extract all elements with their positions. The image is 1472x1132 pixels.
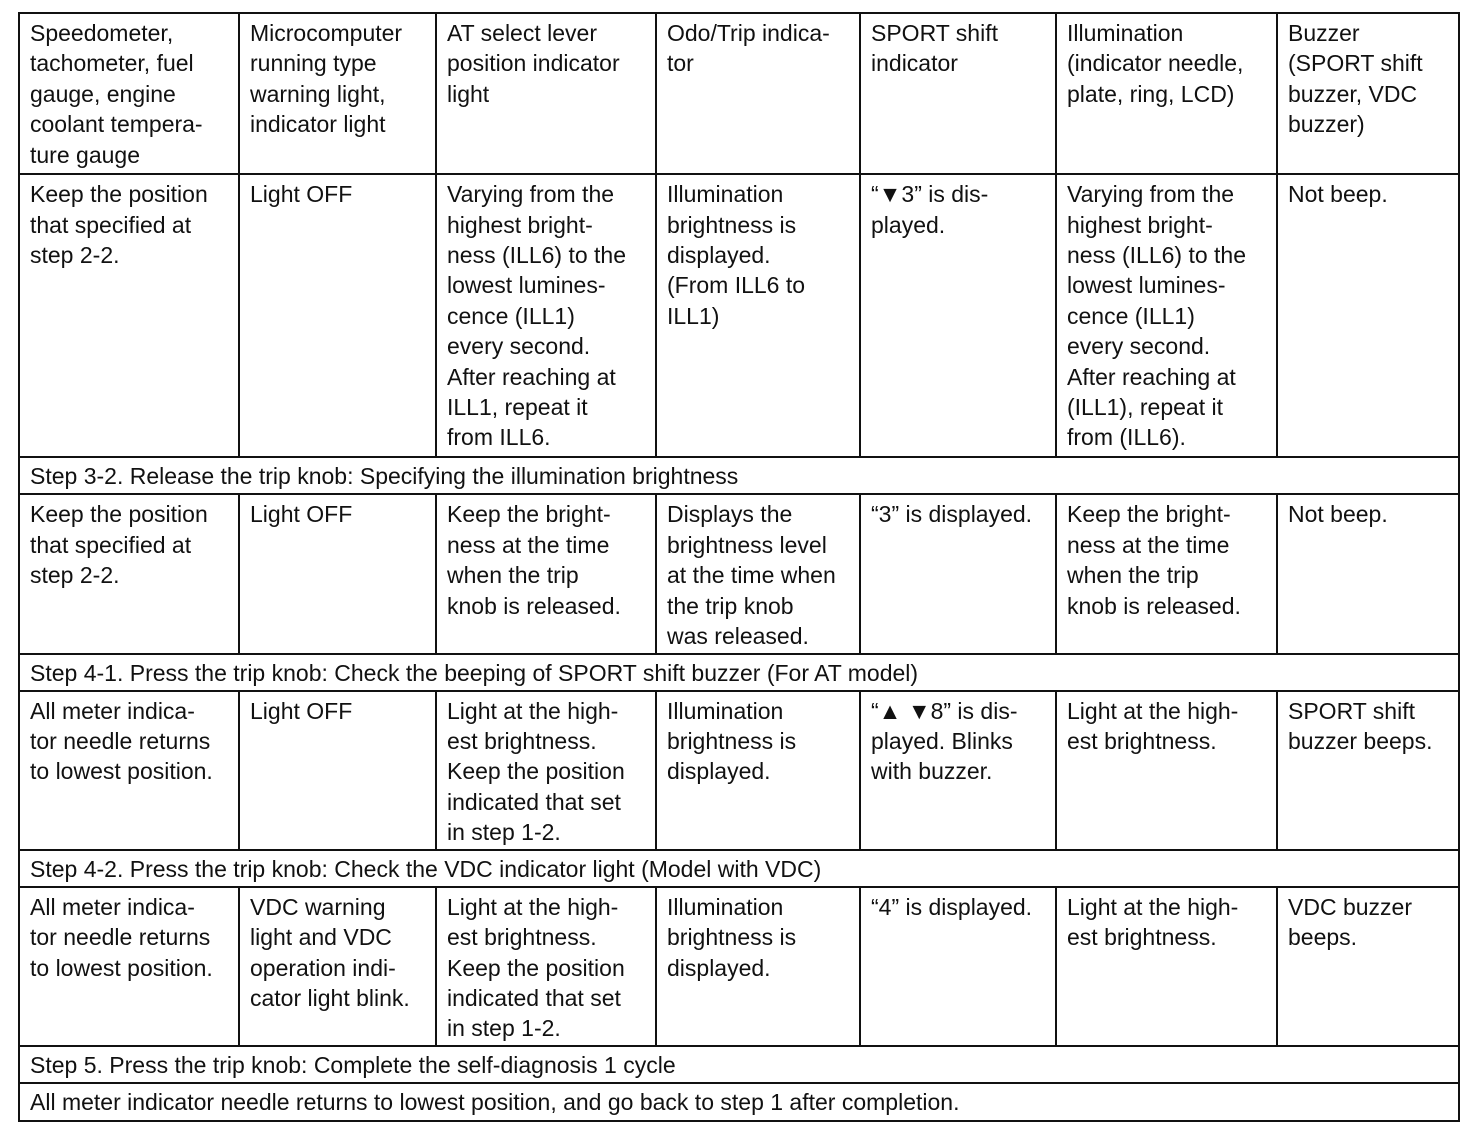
table-cell <box>1277 691 1459 850</box>
cell-text-line: knob is released. <box>1067 592 1241 619</box>
cell-text-line: (From ILL6 to <box>667 272 806 299</box>
cell-text-line: that specified at <box>30 531 192 558</box>
table-cell <box>1056 691 1277 850</box>
table-cell <box>19 691 239 850</box>
cell-text-line: from (ILL6). <box>1067 424 1186 451</box>
cell-text-line: played. Blinks <box>871 728 1013 754</box>
cell-text-line: coolant tempera- <box>30 111 203 138</box>
cell-text-line: highest bright- <box>447 211 593 238</box>
cell-text-line: VDC warning <box>250 893 386 920</box>
cell-text-line: After reaching at <box>1067 363 1236 390</box>
cell-text-line: every second. <box>447 333 591 360</box>
table-row <box>19 887 1459 1046</box>
cell-text-line: position indicator <box>447 50 620 77</box>
cell-text-line: Keep the bright- <box>1067 501 1231 528</box>
cell-text-line: Illumination <box>667 181 784 208</box>
cell-text-line: was released. <box>667 623 809 650</box>
table-cell <box>239 887 436 1046</box>
cell-text-line: every second. <box>1067 333 1211 360</box>
step-description: All meter indicator needle returns to lowest position, and go back to step 1 after completion. <box>19 1083 1459 1121</box>
cell-text-line: knob is released. <box>447 592 621 619</box>
cell-text-line: that specified at <box>30 211 192 238</box>
cell-text-line: Not beep. <box>1288 501 1388 528</box>
table-cell <box>1056 887 1277 1046</box>
table-cell <box>860 494 1056 653</box>
cell-text-line: SPORT shift <box>871 20 998 46</box>
table-row <box>19 494 1459 653</box>
cell-text-line: brightness is <box>667 728 797 754</box>
cell-text-line: tachometer, fuel <box>30 50 194 77</box>
column-header <box>436 13 656 174</box>
cell-text-line: to lowest position. <box>30 758 213 785</box>
table-cell <box>436 494 656 653</box>
cell-text-line: Light OFF <box>250 181 353 208</box>
cell-text-line: light <box>447 80 490 107</box>
cell-text-line: ness (ILL6) to the <box>1067 241 1246 268</box>
cell-text-line: Speedometer, <box>30 20 174 46</box>
cell-text-line: step 2-2. <box>30 562 120 589</box>
cell-text-line: Keep the bright- <box>447 501 611 528</box>
cell-text-line: Displays the <box>667 501 793 528</box>
cell-text-line: “▲ ▼8” is dis- <box>871 697 1018 724</box>
table-cell <box>19 494 239 653</box>
cell-text-line: gauge, engine <box>30 80 176 107</box>
cell-text-line: “3” is displayed. <box>871 501 1033 528</box>
cell-text-line: lowest lumines- <box>1067 272 1226 299</box>
cell-text-line: Keep the position <box>30 501 208 528</box>
step-row <box>19 850 1459 887</box>
step-description: Step 4-1. Press the trip knob: Check the beeping of SPORT shift buzzer (For AT model) <box>19 654 1459 691</box>
table-cell <box>436 691 656 850</box>
cell-text-line: All meter indica- <box>30 697 195 724</box>
cell-text-line: the trip knob <box>667 592 794 619</box>
cell-text-line: After reaching at <box>447 363 616 390</box>
cell-text-line: brightness is <box>667 924 797 951</box>
cell-text-line: tor needle returns <box>30 728 211 754</box>
cell-text-line: lowest lumines- <box>447 272 606 299</box>
cell-text-line: brightness level <box>667 531 827 558</box>
cell-text-line: highest bright- <box>1067 211 1213 238</box>
table-cell <box>860 691 1056 850</box>
table-cell <box>436 887 656 1046</box>
table-cell <box>1277 887 1459 1046</box>
step-row <box>19 1046 1459 1083</box>
cell-text-line: SPORT shift <box>1288 697 1415 724</box>
table-cell <box>239 494 436 653</box>
cell-text-line: indicator light <box>250 111 386 138</box>
step-description: Step 4-2. Press the trip knob: Check the VDC indicator light (Model with VDC) <box>19 850 1459 887</box>
cell-text-line: operation indi- <box>250 954 396 981</box>
table-cell <box>656 887 860 1046</box>
cell-text-line: step 2-2. <box>30 241 120 268</box>
table-cell <box>656 174 860 457</box>
cell-text-line: Odo/Trip indica- <box>667 20 830 46</box>
table-cell <box>1277 174 1459 457</box>
table-cell <box>239 174 436 457</box>
table-row <box>19 174 1459 457</box>
cell-text-line: warning light, <box>250 80 386 107</box>
cell-text-line: to lowest position. <box>30 954 213 981</box>
header-row <box>19 13 1459 174</box>
cell-text-line: played. <box>871 211 946 238</box>
cell-text-line: beeps. <box>1288 924 1358 951</box>
cell-text-line: “4” is displayed. <box>871 893 1033 920</box>
cell-text-line: Keep the position <box>30 181 208 208</box>
cell-text-line: cator light blink. <box>250 984 410 1011</box>
cell-text-line: plate, ring, LCD) <box>1067 80 1235 107</box>
cell-text-line: All meter indica- <box>30 893 195 920</box>
cell-text-line: ness at the time <box>1067 531 1230 558</box>
cell-text-line: in step 1-2. <box>447 819 561 846</box>
cell-text-line: Varying from the <box>1067 181 1235 208</box>
column-header <box>239 13 436 174</box>
cell-text-line: VDC buzzer <box>1288 893 1412 920</box>
cell-text-line: at the time when <box>667 562 836 589</box>
cell-text-line: indicated that set <box>447 984 621 1011</box>
cell-text-line: buzzer beeps. <box>1288 728 1433 754</box>
cell-text-line: ture gauge <box>30 141 140 168</box>
cell-text-line: est brightness. <box>447 728 597 754</box>
cell-text-line: est brightness. <box>1067 924 1217 951</box>
cell-text-line: ness (ILL6) to the <box>447 241 626 268</box>
diagnosis-table <box>18 12 1460 1122</box>
cell-text-line: Light at the high- <box>447 697 619 724</box>
cell-text-line: “▼3” is dis- <box>871 181 989 208</box>
table-cell <box>656 494 860 653</box>
cell-text-line: displayed. <box>667 758 771 785</box>
cell-text-line: displayed. <box>667 241 771 268</box>
cell-text-line: cence (ILL1) <box>1067 302 1195 329</box>
table-cell <box>860 174 1056 457</box>
cell-text-line: Microcomputer <box>250 20 403 46</box>
step-description: Step 5. Press the trip knob: Complete the self-diagnosis 1 cycle <box>19 1046 1459 1083</box>
step-row <box>19 654 1459 691</box>
cell-text-line: displayed. <box>667 954 771 981</box>
cell-text-line: buzzer, VDC <box>1288 80 1418 107</box>
table-body <box>19 13 1459 1121</box>
cell-text-line: in step 1-2. <box>447 1015 561 1042</box>
cell-text-line: ILL1) <box>667 302 720 329</box>
cell-text-line: Illumination <box>667 697 784 724</box>
table-cell <box>1277 494 1459 653</box>
table-cell <box>1056 494 1277 653</box>
cell-text-line: Light at the high- <box>1067 697 1239 724</box>
cell-text-line: (indicator needle, <box>1067 50 1244 77</box>
table-cell <box>19 887 239 1046</box>
step-row <box>19 457 1459 494</box>
step-row <box>19 1083 1459 1121</box>
cell-text-line: from ILL6. <box>447 424 551 451</box>
table-cell <box>19 174 239 457</box>
column-header <box>19 13 239 174</box>
table-row <box>19 691 1459 850</box>
cell-text-line: Keep the position <box>447 954 625 981</box>
cell-text-line: Not beep. <box>1288 181 1388 208</box>
table-cell <box>1056 174 1277 457</box>
column-header <box>1056 13 1277 174</box>
cell-text-line: Light at the high- <box>1067 893 1239 920</box>
cell-text-line: brightness is <box>667 211 797 238</box>
step-description: Step 3-2. Release the trip knob: Specifying the illumination brightness <box>19 457 1459 494</box>
cell-text-line: Keep the position <box>447 758 625 785</box>
cell-text-line: est brightness. <box>1067 728 1217 754</box>
cell-text-line: cence (ILL1) <box>447 302 575 329</box>
cell-text-line: ILL1, repeat it <box>447 393 588 420</box>
table-cell <box>239 691 436 850</box>
cell-text-line: Light OFF <box>250 501 353 528</box>
cell-text-line: buzzer) <box>1288 111 1365 138</box>
cell-text-line: indicated that set <box>447 788 621 815</box>
cell-text-line: Illumination <box>667 893 784 920</box>
cell-text-line: tor <box>667 50 694 77</box>
cell-text-line: with buzzer. <box>871 758 993 785</box>
cell-text-line: Light OFF <box>250 697 353 724</box>
cell-text-line: AT select lever <box>447 20 597 46</box>
cell-text-line: Light at the high- <box>447 893 619 920</box>
column-header <box>860 13 1056 174</box>
cell-text-line: Varying from the <box>447 181 615 208</box>
cell-text-line: running type <box>250 50 377 77</box>
cell-text-line: when the trip <box>1067 562 1199 589</box>
table-cell <box>436 174 656 457</box>
cell-text-line: ness at the time <box>447 531 610 558</box>
cell-text-line: light and VDC <box>250 924 392 951</box>
table-cell <box>860 887 1056 1046</box>
cell-text-line: when the trip <box>447 562 579 589</box>
column-header <box>1277 13 1459 174</box>
cell-text-line: Illumination <box>1067 20 1184 46</box>
cell-text-line: (ILL1), repeat it <box>1067 393 1223 420</box>
cell-text-line: (SPORT shift <box>1288 50 1423 77</box>
cell-text-line: tor needle returns <box>30 924 211 951</box>
table-cell <box>656 691 860 850</box>
cell-text-line: est brightness. <box>447 924 597 951</box>
cell-text-line: indicator <box>871 50 958 77</box>
cell-text-line: Buzzer <box>1288 20 1360 46</box>
column-header <box>656 13 860 174</box>
